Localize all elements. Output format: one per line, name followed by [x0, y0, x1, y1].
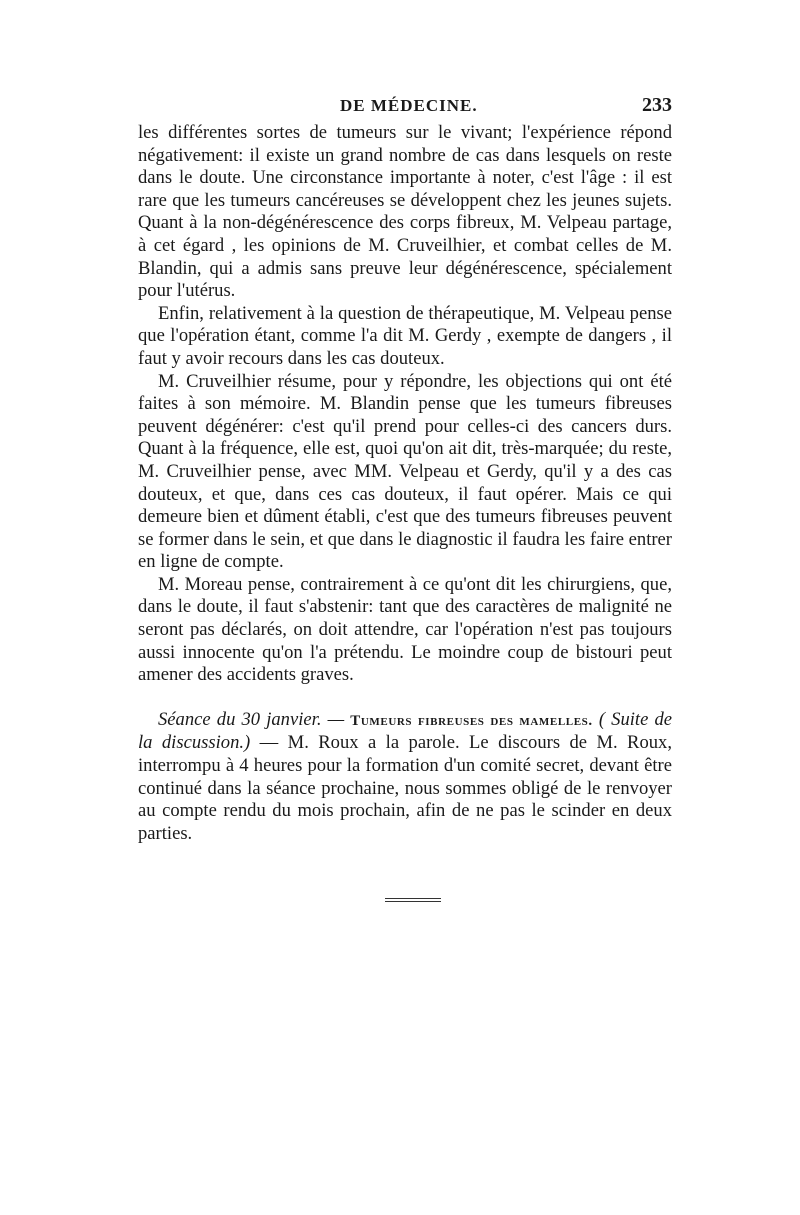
running-title: DE MÉDECINE.	[340, 96, 478, 115]
seance-title: Tumeurs fibreuses des mamelles.	[350, 712, 593, 729]
page	[138, 96, 672, 845]
paragraph-1: les différentes sortes de tumeurs sur le vivant; l'expérience répond négativement: il existe un grand nombre de cas dans lesquels on reste dans le doute. Une circonstance importante à noter, c'est l'âge : il est rare que les tumeurs cancéreuses se développent chez les jeunes sujets. Quant à la non-dégénérescence des corps fibreux, M. Velpeau partage, à cet égard , les opinions de M. Cruveilhier, et combat celles de M. Blandin, qui a admis sans preuve leur dégénérescence, spécialement pour l'utérus.	[138, 122, 672, 302]
page-number: 233	[642, 94, 672, 116]
closing-rule	[385, 898, 441, 902]
paragraph-3: M. Cruveilhier résume, pour y répondre, les objections qui ont été faites à son mémoire. M. Blandin pense que les tumeurs fibreuses peuvent dégénérer: c'est qu'il prend pour celles-ci des cancers durs. Quant à la fréquence, elle est, quoi qu'on ait dit, très-marquée; du reste, M. Cruveilhier pense, avec MM. Velpeau et Gerdy, qu'il y a des cas douteux, et que, dans ces cas douteux, il faut opérer. Mais ce qui demeure bien et dûment établi, c'est que des tumeurs fibreuses peuvent se former dans le sein, et que dans le diagnostic il faudra les faire entrer en ligne de compte.	[138, 370, 672, 573]
running-head	[138, 96, 672, 122]
section-gap	[138, 687, 672, 709]
seance-body: — M. Roux a la parole. Le discours de M. Roux, interrompu à 4 heures pour la formation d'un comité secret, devant être continué dans la séance prochaine, nous sommes obligé de le renvoyer au compte rendu du mois prochain, afin de ne pas le scinder en deux parties.	[138, 732, 673, 844]
seance-date: Séance du 30 janvier. —	[158, 708, 345, 730]
body-text	[138, 122, 672, 845]
seance-paragraph	[138, 709, 672, 846]
paragraph-4: M. Moreau pense, contrairement à ce qu'ont dit les chirurgiens, que, dans le doute, il faut s'abstenir: tant que des caractères de malignité ne seront pas déclarés, on doit attendre, car l'opération n'est pas toujours aussi innocente qu'on l'a prétendu. Le moindre coup de bistouri peut amener des accidents graves.	[138, 573, 672, 686]
seance-subtitle: ( Suite de la discussion.)	[138, 708, 673, 754]
paragraph-2: Enfin, relativement à la question de thérapeutique, M. Velpeau pense que l'opération étant, comme l'a dit M. Gerdy , exempte de dangers , il faut y avoir recours dans les cas douteux.	[138, 302, 672, 369]
